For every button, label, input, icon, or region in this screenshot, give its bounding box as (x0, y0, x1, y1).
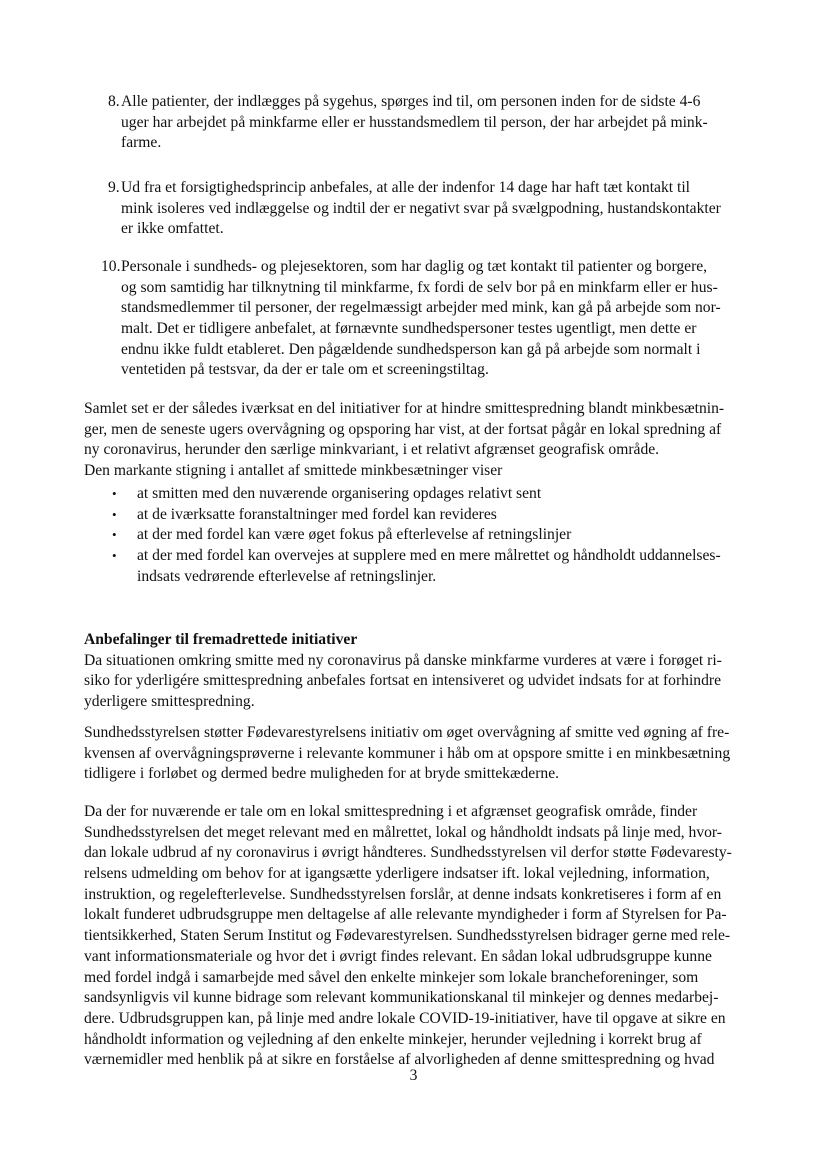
list-item (84, 92, 764, 154)
item-number: 10. (101, 258, 121, 275)
section-recommendations (84, 630, 764, 713)
text-line: dere. Udbrudsgruppen kan, på linje med andre lokale COVID-19-initiativer, have til opgave at sikre en (84, 1009, 726, 1027)
item-number: 9. (108, 179, 120, 196)
summary-paragraph (84, 399, 764, 482)
text-line: instruktion, og regelefterlevelse. Sundhedsstyrelsen forslår, at denne indsats konkretiseres i form af en (84, 885, 722, 903)
text-line: Sundhedsstyrelsen støtter Fødevarestyrelsens initiativ om øget overvågning af smitte ved øgning af fre- (84, 724, 730, 741)
item-text-line: Ud fra et forsigtighedsprincip anbefales, at alle der indenfor 14 dage har haft tæt kontakt til (121, 179, 690, 196)
item-number: 8. (108, 93, 120, 110)
list-item (84, 178, 764, 240)
text-line: Da situationen omkring smitte med ny coronavirus på danske minkfarme vurderes at være i forøget ri- (84, 651, 722, 669)
text-line: håndholdt information og vejledning af den enkelte minkejer, herunder vejledning i korrekt brug af (84, 1030, 702, 1048)
item-text-line: mink isoleres ved indlæggelse og indtil der er negativt svar på svælgpodning, hustandskontakter (121, 199, 721, 217)
bullet-item (84, 505, 764, 526)
text-line: tientsikkerhed, Staten Serum Institut og Fødevarestyrelsen. Sundhedsstyrelsen bidrager gerne med rele- (84, 927, 731, 945)
list-item (84, 257, 764, 381)
bullet-list (84, 484, 764, 587)
text-line: sandsynligvis vil kunne bidrage som relevant kommunikationskanal til minkejer og dennes medarbej- (84, 989, 719, 1007)
bullet-icon: • (112, 548, 117, 564)
text-line: med fordel indgå i samarbejde med såvel den enkelte minkejer som lokale brancheforeninger, som (84, 968, 699, 986)
item-text-line: farme. (121, 134, 162, 152)
item-text-line: Alle patienter, der indlægges på sygehus, spørges ind til, om personen inden for de sidste 4-6 (121, 93, 701, 110)
bullet-icon: • (112, 506, 117, 522)
item-text-line: ventetiden på testsvar, da der er tale om et screeningstiltag. (121, 361, 489, 379)
text-line: ger, men de seneste ugers overvågning og opsporing har vist, at der fortsat pågår en lokal spredning af (84, 420, 722, 438)
item-text-line: Personale i sundheds- og plejesektoren, som har daglig og tæt kontakt til patienter og borgere, (121, 258, 708, 275)
text-line: yderligere smittespredning. (84, 693, 255, 711)
bullet-icon: • (112, 486, 117, 501)
section-paragraph-3 (84, 802, 764, 1071)
text-line: Samlet set er der således iværksat en del initiativer for at hindre smittespredning blandt minkbesætnin- (84, 400, 725, 417)
page-number: 3 (409, 1067, 418, 1084)
section-paragraph-1 (84, 651, 764, 713)
bullet-text-line: at der med fordel kan være øget fokus på efterlevelse af retningslinjer (137, 526, 572, 544)
item-text-line: uger har arbejdet på minkfarme eller er husstandsmedlem til person, der har arbejdet på mink- (121, 113, 708, 131)
text-line: siko for yderligére smittespredning anbefales fortsat en intensiveret og udvidet indsats for at forhindre (84, 672, 721, 690)
section-paragraph-2 (84, 723, 764, 785)
section-heading: Anbefalinger til fremadrettede initiativer (84, 631, 358, 648)
bullet-item (84, 484, 764, 505)
item-text-line: og som samtidig har tilknytning til minkfarme, fx fordi de selv bor på en minkfarm eller er hus- (121, 278, 718, 296)
bullet-text-line: at smitten med den nuværende organisering opdages relativt sent (137, 485, 542, 502)
text-line: relsens udmelding om behov for at igangsætte yderligere indsatser ift. lokal vejledning, information, (84, 865, 710, 883)
text-line: lokalt funderet udbrudsgruppe men deltagelse af alle relevante myndigheder i form af Styrelsen for Pa- (84, 906, 727, 924)
bullet-text-line: at de iværksatte foranstaltninger med fordel kan revideres (137, 505, 497, 523)
item-text-line: standsmedlemmer til personer, der regelmæssigt arbejder med mink, kan gå på arbejde som nor- (121, 299, 721, 317)
bullet-item (84, 525, 764, 546)
bullet-item (84, 546, 764, 587)
text-line: Den markante stigning i antallet af smittede minkbesætninger viser (84, 462, 503, 480)
text-line: tidligere i forløbet og dermed bedre muligheden for at bryde smittekæderne. (84, 765, 560, 783)
text-line: dan lokale udbrud af ny coronavirus i øvrigt håndteres. Sundhedsstyrelsen vil derfor støtte Fødevaresty- (84, 844, 732, 862)
bullet-text-line: indsats vedrørende efterlevelse af retningslinjer. (137, 567, 437, 585)
text-line: ny coronavirus, herunder den særlige minkvariant, i et relativt afgrænset geografisk område. (84, 441, 660, 459)
text-line: vant informationsmateriale og hvor det i øvrigt findes relevant. En sådan lokal udbrudsgruppe kunne (84, 947, 712, 965)
text-line: Da der for nuværende er tale om en lokal smittespredning i et afgrænset geografisk område, finder (84, 803, 698, 820)
text-line: Sundhedsstyrelsen det meget relevant med en målrettet, lokal og håndholdt indsats på linje med, hvor- (84, 823, 723, 841)
item-text-line: endnu ikke fuldt etableret. Den pågældende sundhedsperson kan gå på arbejde som normalt i (121, 340, 701, 358)
text-line: værnemidler med henblik på at sikre en forståelse af alvorligheden af denne smittespredning og hvad (84, 1051, 715, 1069)
item-text-line: er ikke omfattet. (121, 220, 224, 238)
item-text-line: malt. Det er tidligere anbefalet, at førnævnte sundhedspersoner testes ugentligt, men dette er (121, 320, 697, 338)
bullet-text-line: at der med fordel kan overvejes at supplere med en mere målrettet og håndholdt uddannelses- (137, 547, 721, 565)
bullet-icon: • (112, 527, 117, 543)
text-line: kvensen af overvågningsprøverne i relevante kommuner i håb om at opspore smitte i en minkbesætning (84, 744, 731, 762)
